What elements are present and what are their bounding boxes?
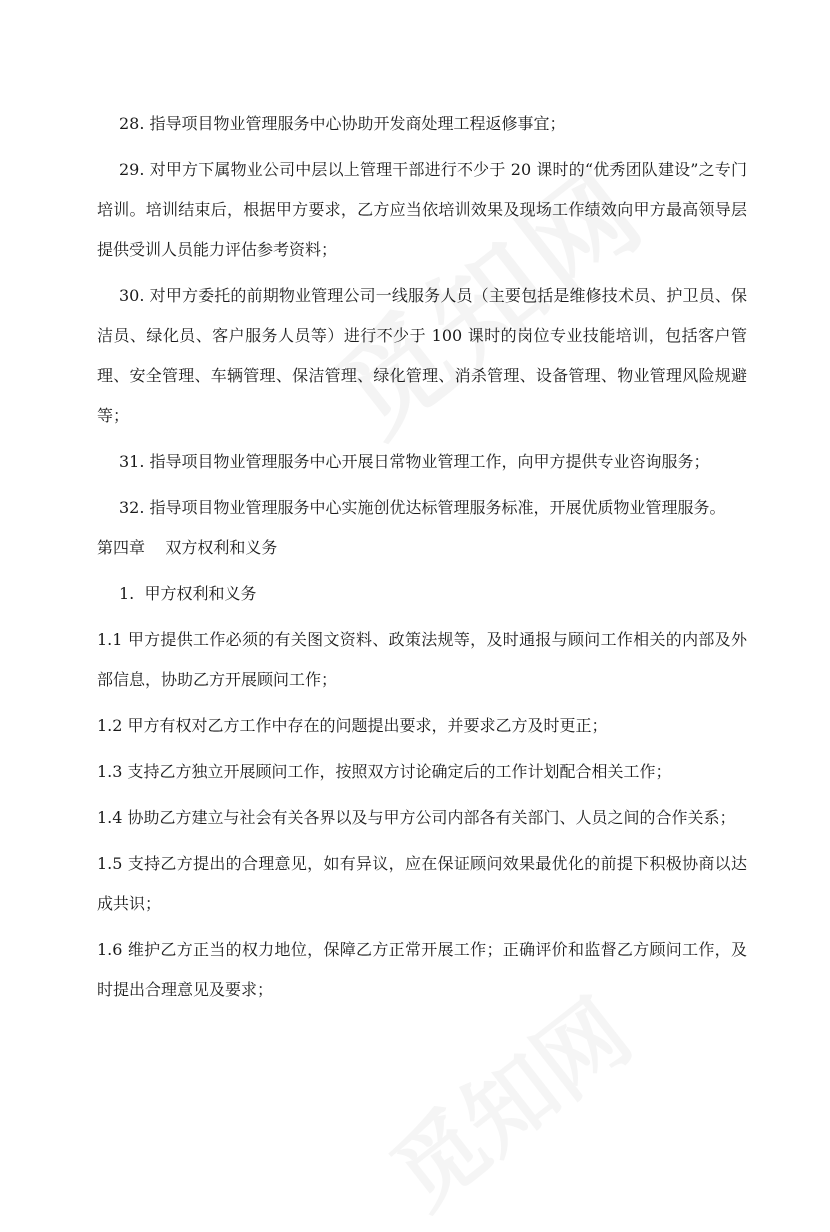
document-body xyxy=(97,104,747,1010)
paragraph-28: 28. 指导项目物业管理服务中心协助开发商处理工程返修事宜； xyxy=(119,114,566,133)
item-1-5: 1.5 支持乙方提出的合理意见，如有异议，应在保证顾问效果最优化的前提下积极协商以达成共识； xyxy=(97,854,747,913)
chapter-heading: 第四章 双方权利和义务 xyxy=(97,538,278,557)
paragraph-29: 29. 对甲方下属物业公司中层以上管理干部进行不少于 20 课时的“优秀团队建设”之专门培训。培训结束后，根据甲方要求，乙方应当依培训效果及现场工作绩效向甲方最高领导层提供受训人员能力评估参考资料； xyxy=(97,160,747,259)
paragraph-30: 30. 对甲方委托的前期物业管理公司一线服务人员（主要包括是维修技术员、护卫员、保洁员、绿化员、客户服务人员等）进行不少于 100 课时的岗位专业技能培训，包括客户管理、安全管理、车辆管理、保洁管理、绿化管理、消杀管理、设备管理、物业管理风险规避等； xyxy=(97,286,747,425)
section-heading: 1. 甲方权利和义务 xyxy=(119,584,257,603)
paragraph-32: 32. 指导项目物业管理服务中心实施创优达标管理服务标准，开展优质物业管理服务。 xyxy=(119,498,726,517)
item-1-3: 1.3 支持乙方独立开展顾问工作，按照双方讨论确定后的工作计划配合相关工作； xyxy=(97,762,672,781)
item-1-4: 1.4 协助乙方建立与社会有关各界以及与甲方公司内部各有关部门、人员之间的合作关系； xyxy=(97,808,736,827)
item-1-6: 1.6 维护乙方正当的权力地位，保障乙方正常开展工作；正确评价和监督乙方顾问工作，及时提出合理意见及要求； xyxy=(97,940,747,999)
paragraph-31: 31. 指导项目物业管理服务中心开展日常物业管理工作，向甲方提供专业咨询服务； xyxy=(119,452,710,471)
item-1-1: 1.1 甲方提供工作必须的有关图文资料、政策法规等，及时通报与顾问工作相关的内部及外部信息，协助乙方开展顾问工作； xyxy=(97,630,747,689)
item-1-2: 1.2 甲方有权对乙方工作中存在的问题提出要求，并要求乙方及时更正； xyxy=(97,716,608,735)
